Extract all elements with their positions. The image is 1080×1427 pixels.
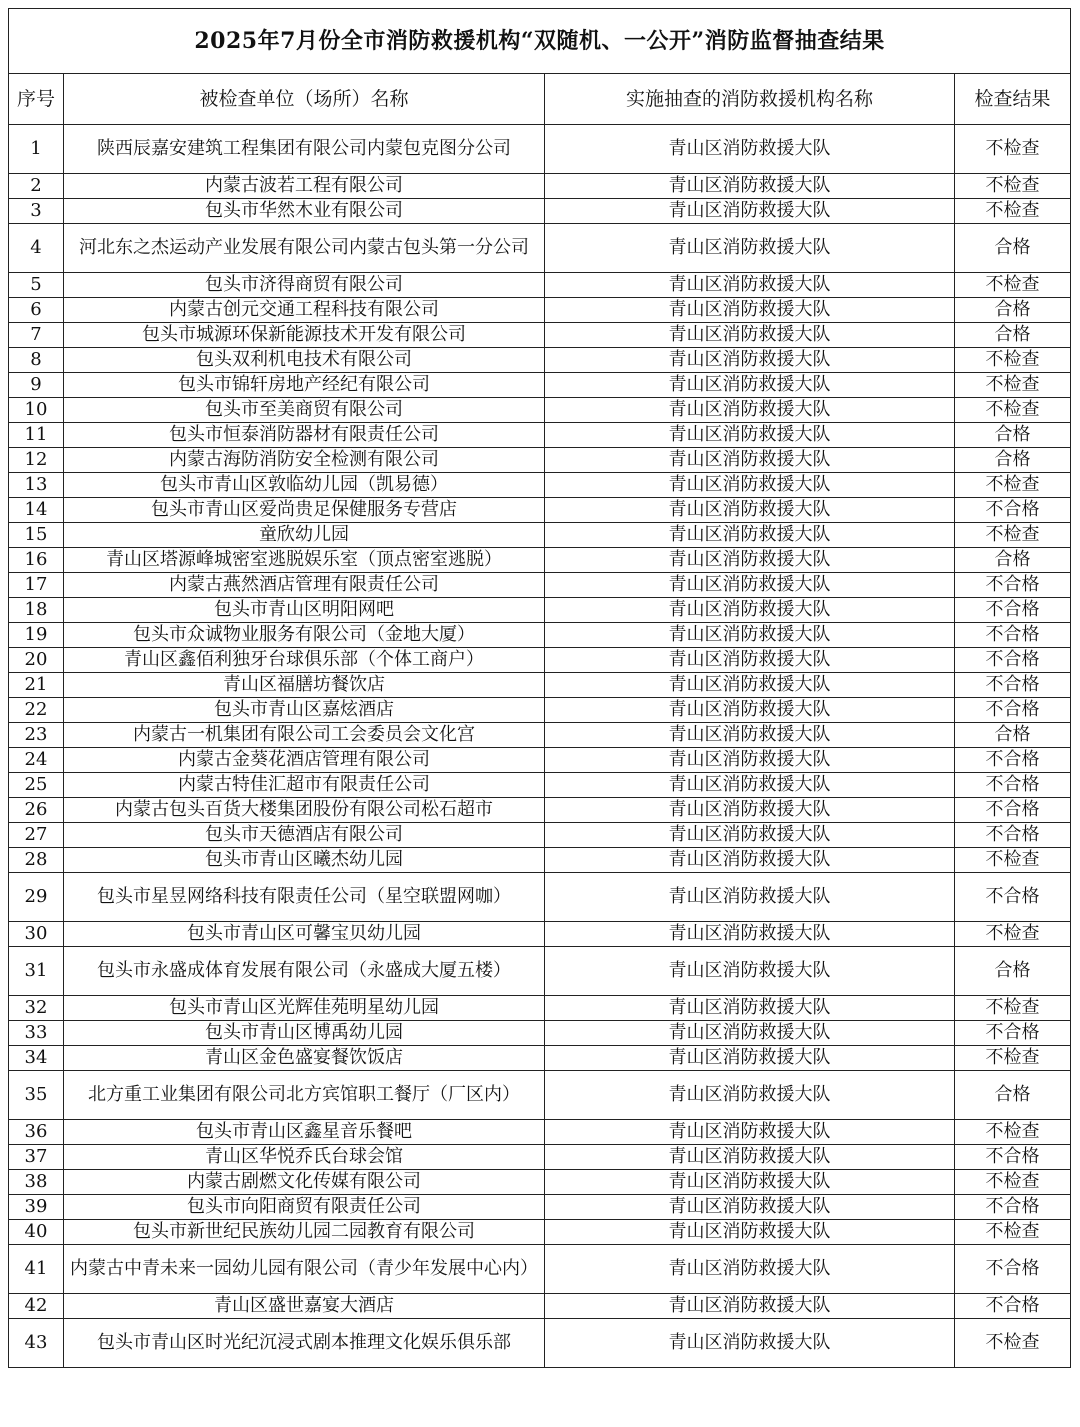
table-row (9, 523, 1071, 548)
row-index-cell: 29 (9, 873, 64, 922)
row-agency-cell: 青山区消防救援大队 (545, 1220, 955, 1245)
row-index-cell: 36 (9, 1120, 64, 1145)
row-agency-cell: 青山区消防救援大队 (545, 873, 955, 922)
table-row (9, 498, 1071, 523)
table-row (9, 1145, 1071, 1170)
table-row (9, 348, 1071, 373)
row-result-cell: 合格 (955, 224, 1071, 273)
row-unit-name-cell: 包头市青山区明阳网吧 (64, 598, 545, 623)
table-row (9, 373, 1071, 398)
row-agency-cell: 青山区消防救援大队 (545, 348, 955, 373)
table-row (9, 473, 1071, 498)
row-unit-name-cell: 包头市至美商贸有限公司 (64, 398, 545, 423)
row-index-cell: 2 (9, 174, 64, 199)
table-row (9, 648, 1071, 673)
row-result-cell: 不合格 (955, 798, 1071, 823)
page-title: 2025年7月份全市消防救援机构“双随机、一公开”消防监督抽查结果 (9, 9, 1071, 74)
row-result-cell: 合格 (955, 723, 1071, 748)
row-agency-cell: 青山区消防救援大队 (545, 298, 955, 323)
table-row (9, 823, 1071, 848)
row-index-cell: 41 (9, 1245, 64, 1294)
table-row (9, 698, 1071, 723)
row-unit-name-cell: 青山区金色盛宴餐饮饭店 (64, 1046, 545, 1071)
row-index-cell: 15 (9, 523, 64, 548)
row-index-cell: 32 (9, 996, 64, 1021)
row-result-cell: 合格 (955, 448, 1071, 473)
row-agency-cell: 青山区消防救援大队 (545, 373, 955, 398)
row-agency-cell: 青山区消防救援大队 (545, 723, 955, 748)
row-result-cell: 不检查 (955, 996, 1071, 1021)
row-agency-cell: 青山区消防救援大队 (545, 623, 955, 648)
row-agency-cell: 青山区消防救援大队 (545, 323, 955, 348)
row-result-cell: 不检查 (955, 125, 1071, 174)
row-index-cell: 1 (9, 125, 64, 174)
table-body (9, 125, 1071, 1368)
row-agency-cell: 青山区消防救援大队 (545, 199, 955, 224)
row-unit-name-cell: 包头市青山区时光纪沉浸式剧本推理文化娱乐俱乐部 (64, 1319, 545, 1368)
table-row (9, 598, 1071, 623)
row-agency-cell: 青山区消防救援大队 (545, 648, 955, 673)
row-result-cell: 不合格 (955, 1145, 1071, 1170)
row-agency-cell: 青山区消防救援大队 (545, 1294, 955, 1319)
row-index-cell: 8 (9, 348, 64, 373)
row-agency-cell: 青山区消防救援大队 (545, 1170, 955, 1195)
row-agency-cell: 青山区消防救援大队 (545, 573, 955, 598)
row-agency-cell: 青山区消防救援大队 (545, 673, 955, 698)
row-agency-cell: 青山区消防救援大队 (545, 1120, 955, 1145)
row-agency-cell: 青山区消防救援大队 (545, 1046, 955, 1071)
row-result-cell: 不检查 (955, 1170, 1071, 1195)
row-index-cell: 3 (9, 199, 64, 224)
row-result-cell: 不检查 (955, 348, 1071, 373)
table-row (9, 298, 1071, 323)
row-agency-cell: 青山区消防救援大队 (545, 1319, 955, 1368)
row-result-cell: 不合格 (955, 1294, 1071, 1319)
row-unit-name-cell: 青山区盛世嘉宴大酒店 (64, 1294, 545, 1319)
table-row (9, 573, 1071, 598)
row-agency-cell: 青山区消防救援大队 (545, 823, 955, 848)
row-index-cell: 28 (9, 848, 64, 873)
row-result-cell: 不检查 (955, 1319, 1071, 1368)
row-unit-name-cell: 包头市青山区爱尚贵足保健服务专营店 (64, 498, 545, 523)
row-unit-name-cell: 包头市城源环保新能源技术开发有限公司 (64, 323, 545, 348)
row-unit-name-cell: 包头市青山区博禹幼儿园 (64, 1021, 545, 1046)
table-row (9, 174, 1071, 199)
row-agency-cell: 青山区消防救援大队 (545, 947, 955, 996)
row-agency-cell: 青山区消防救援大队 (545, 698, 955, 723)
table-row (9, 1245, 1071, 1294)
row-agency-cell: 青山区消防救援大队 (545, 423, 955, 448)
table-row (9, 323, 1071, 348)
row-index-cell: 7 (9, 323, 64, 348)
row-index-cell: 27 (9, 823, 64, 848)
row-index-cell: 18 (9, 598, 64, 623)
row-index-cell: 20 (9, 648, 64, 673)
row-result-cell: 不检查 (955, 174, 1071, 199)
row-result-cell: 不检查 (955, 373, 1071, 398)
table-row (9, 224, 1071, 273)
row-agency-cell: 青山区消防救援大队 (545, 548, 955, 573)
row-result-cell: 合格 (955, 548, 1071, 573)
row-result-cell: 合格 (955, 423, 1071, 448)
row-agency-cell: 青山区消防救援大队 (545, 922, 955, 947)
row-result-cell: 不检查 (955, 922, 1071, 947)
row-index-cell: 35 (9, 1071, 64, 1120)
row-result-cell: 合格 (955, 1071, 1071, 1120)
row-result-cell: 不合格 (955, 673, 1071, 698)
row-index-cell: 26 (9, 798, 64, 823)
table-row (9, 798, 1071, 823)
row-result-cell: 不合格 (955, 823, 1071, 848)
row-agency-cell: 青山区消防救援大队 (545, 1195, 955, 1220)
table-row (9, 125, 1071, 174)
row-result-cell: 不检查 (955, 473, 1071, 498)
table-row (9, 873, 1071, 922)
row-unit-name-cell: 包头双利机电技术有限公司 (64, 348, 545, 373)
row-agency-cell: 青山区消防救援大队 (545, 1071, 955, 1120)
row-agency-cell: 青山区消防救援大队 (545, 798, 955, 823)
row-unit-name-cell: 内蒙古包头百货大楼集团股份有限公司松石超市 (64, 798, 545, 823)
row-agency-cell: 青山区消防救援大队 (545, 773, 955, 798)
row-agency-cell: 青山区消防救援大队 (545, 398, 955, 423)
row-index-cell: 30 (9, 922, 64, 947)
row-agency-cell: 青山区消防救援大队 (545, 1245, 955, 1294)
row-result-cell: 不合格 (955, 1021, 1071, 1046)
row-result-cell: 不合格 (955, 773, 1071, 798)
row-result-cell: 不合格 (955, 648, 1071, 673)
row-agency-cell: 青山区消防救援大队 (545, 996, 955, 1021)
row-unit-name-cell: 青山区鑫佰利独牙台球俱乐部（个体工商户） (64, 648, 545, 673)
row-result-cell: 不合格 (955, 748, 1071, 773)
row-agency-cell: 青山区消防救援大队 (545, 748, 955, 773)
row-result-cell: 不检查 (955, 398, 1071, 423)
table-row (9, 548, 1071, 573)
table-row (9, 423, 1071, 448)
row-unit-name-cell: 内蒙古创元交通工程科技有限公司 (64, 298, 545, 323)
row-agency-cell: 青山区消防救援大队 (545, 1145, 955, 1170)
row-index-cell: 17 (9, 573, 64, 598)
row-unit-name-cell: 内蒙古波若工程有限公司 (64, 174, 545, 199)
column-header-agency: 实施抽查的消防救援机构名称 (545, 74, 955, 125)
row-result-cell: 不检查 (955, 848, 1071, 873)
row-agency-cell: 青山区消防救援大队 (545, 273, 955, 298)
row-unit-name-cell: 包头市新世纪民族幼儿园二园教育有限公司 (64, 1220, 545, 1245)
row-unit-name-cell: 内蒙古剧燃文化传媒有限公司 (64, 1170, 545, 1195)
row-index-cell: 12 (9, 448, 64, 473)
table-row (9, 1319, 1071, 1368)
row-index-cell: 16 (9, 548, 64, 573)
row-result-cell: 不合格 (955, 598, 1071, 623)
row-unit-name-cell: 青山区华悦乔氏台球会馆 (64, 1145, 545, 1170)
table-row (9, 1120, 1071, 1145)
row-agency-cell: 青山区消防救援大队 (545, 125, 955, 174)
table-row (9, 748, 1071, 773)
row-index-cell: 23 (9, 723, 64, 748)
table-row (9, 1170, 1071, 1195)
row-result-cell: 不合格 (955, 873, 1071, 922)
row-index-cell: 21 (9, 673, 64, 698)
row-unit-name-cell: 包头市青山区嘉炫酒店 (64, 698, 545, 723)
row-unit-name-cell: 内蒙古中青未来一园幼儿园有限公司（青少年发展中心内） (64, 1245, 545, 1294)
row-result-cell: 不合格 (955, 573, 1071, 598)
row-unit-name-cell: 包头市向阳商贸有限责任公司 (64, 1195, 545, 1220)
table-row (9, 947, 1071, 996)
row-result-cell: 合格 (955, 298, 1071, 323)
row-unit-name-cell: 内蒙古燕然酒店管理有限责任公司 (64, 573, 545, 598)
row-unit-name-cell: 包头市众诚物业服务有限公司（金地大厦） (64, 623, 545, 648)
row-unit-name-cell: 河北东之杰运动产业发展有限公司内蒙古包头第一分公司 (64, 224, 545, 273)
column-header-unit: 被检查单位（场所）名称 (64, 74, 545, 125)
table-row (9, 723, 1071, 748)
row-unit-name-cell: 包头市锦轩房地产经纪有限公司 (64, 373, 545, 398)
table-row (9, 1021, 1071, 1046)
row-index-cell: 33 (9, 1021, 64, 1046)
row-unit-name-cell: 内蒙古海防消防安全检测有限公司 (64, 448, 545, 473)
row-unit-name-cell: 青山区塔源峰城密室逃脱娱乐室（顶点密室逃脱） (64, 548, 545, 573)
table-row (9, 848, 1071, 873)
row-unit-name-cell: 包头市华然木业有限公司 (64, 199, 545, 224)
column-header-result: 检查结果 (955, 74, 1071, 125)
row-agency-cell: 青山区消防救援大队 (545, 1021, 955, 1046)
row-index-cell: 10 (9, 398, 64, 423)
row-agency-cell: 青山区消防救援大队 (545, 848, 955, 873)
row-agency-cell: 青山区消防救援大队 (545, 174, 955, 199)
row-unit-name-cell: 包头市星昱网络科技有限责任公司（星空联盟网咖） (64, 873, 545, 922)
row-unit-name-cell: 包头市青山区可馨宝贝幼儿园 (64, 922, 545, 947)
row-unit-name-cell: 包头市恒泰消防器材有限责任公司 (64, 423, 545, 448)
row-agency-cell: 青山区消防救援大队 (545, 498, 955, 523)
row-index-cell: 25 (9, 773, 64, 798)
row-result-cell: 不检查 (955, 273, 1071, 298)
row-unit-name-cell: 包头市青山区敦临幼儿园（凯易德） (64, 473, 545, 498)
row-index-cell: 38 (9, 1170, 64, 1195)
table-row (9, 1195, 1071, 1220)
row-index-cell: 40 (9, 1220, 64, 1245)
table-row (9, 623, 1071, 648)
row-index-cell: 24 (9, 748, 64, 773)
table-row (9, 773, 1071, 798)
row-unit-name-cell: 包头市天德酒店有限公司 (64, 823, 545, 848)
row-result-cell: 不合格 (955, 623, 1071, 648)
row-agency-cell: 青山区消防救援大队 (545, 473, 955, 498)
table-row (9, 673, 1071, 698)
row-unit-name-cell: 青山区福膳坊餐饮店 (64, 673, 545, 698)
row-unit-name-cell: 童欣幼儿园 (64, 523, 545, 548)
row-result-cell: 不检查 (955, 1120, 1071, 1145)
table-row (9, 922, 1071, 947)
row-index-cell: 19 (9, 623, 64, 648)
row-result-cell: 不合格 (955, 1195, 1071, 1220)
row-result-cell: 不检查 (955, 1220, 1071, 1245)
row-index-cell: 34 (9, 1046, 64, 1071)
row-agency-cell: 青山区消防救援大队 (545, 224, 955, 273)
table-row (9, 1046, 1071, 1071)
row-index-cell: 22 (9, 698, 64, 723)
table-row (9, 996, 1071, 1021)
row-unit-name-cell: 包头市济得商贸有限公司 (64, 273, 545, 298)
row-result-cell: 不合格 (955, 498, 1071, 523)
row-index-cell: 5 (9, 273, 64, 298)
table-row (9, 1071, 1071, 1120)
row-unit-name-cell: 包头市永盛成体育发展有限公司（永盛成大厦五楼） (64, 947, 545, 996)
row-index-cell: 43 (9, 1319, 64, 1368)
table-row (9, 448, 1071, 473)
row-unit-name-cell: 陕西辰嘉安建筑工程集团有限公司内蒙包克图分公司 (64, 125, 545, 174)
row-agency-cell: 青山区消防救援大队 (545, 523, 955, 548)
row-unit-name-cell: 内蒙古一机集团有限公司工会委员会文化宫 (64, 723, 545, 748)
row-unit-name-cell: 内蒙古金葵花酒店管理有限公司 (64, 748, 545, 773)
table-row (9, 1294, 1071, 1319)
table-row (9, 199, 1071, 224)
row-index-cell: 11 (9, 423, 64, 448)
row-index-cell: 9 (9, 373, 64, 398)
row-result-cell: 合格 (955, 323, 1071, 348)
row-index-cell: 31 (9, 947, 64, 996)
table-row (9, 398, 1071, 423)
row-unit-name-cell: 包头市青山区光辉佳苑明星幼儿园 (64, 996, 545, 1021)
row-index-cell: 13 (9, 473, 64, 498)
row-result-cell: 不检查 (955, 1046, 1071, 1071)
row-index-cell: 37 (9, 1145, 64, 1170)
table-row (9, 1220, 1071, 1245)
row-agency-cell: 青山区消防救援大队 (545, 448, 955, 473)
row-unit-name-cell: 包头市青山区鑫星音乐餐吧 (64, 1120, 545, 1145)
row-unit-name-cell: 内蒙古特佳汇超市有限责任公司 (64, 773, 545, 798)
row-index-cell: 14 (9, 498, 64, 523)
table-row (9, 273, 1071, 298)
row-index-cell: 6 (9, 298, 64, 323)
row-agency-cell: 青山区消防救援大队 (545, 598, 955, 623)
inspection-results-sheet (8, 8, 1070, 1368)
row-index-cell: 39 (9, 1195, 64, 1220)
row-unit-name-cell: 北方重工业集团有限公司北方宾馆职工餐厅（厂区内） (64, 1071, 545, 1120)
row-unit-name-cell: 包头市青山区曦杰幼儿园 (64, 848, 545, 873)
row-result-cell: 不检查 (955, 199, 1071, 224)
row-result-cell: 不合格 (955, 698, 1071, 723)
row-index-cell: 4 (9, 224, 64, 273)
row-result-cell: 不合格 (955, 1245, 1071, 1294)
header-row (9, 74, 1071, 125)
column-header-index: 序号 (9, 74, 64, 125)
row-result-cell: 合格 (955, 947, 1071, 996)
inspection-results-table (8, 8, 1071, 1368)
row-result-cell: 不检查 (955, 523, 1071, 548)
row-index-cell: 42 (9, 1294, 64, 1319)
